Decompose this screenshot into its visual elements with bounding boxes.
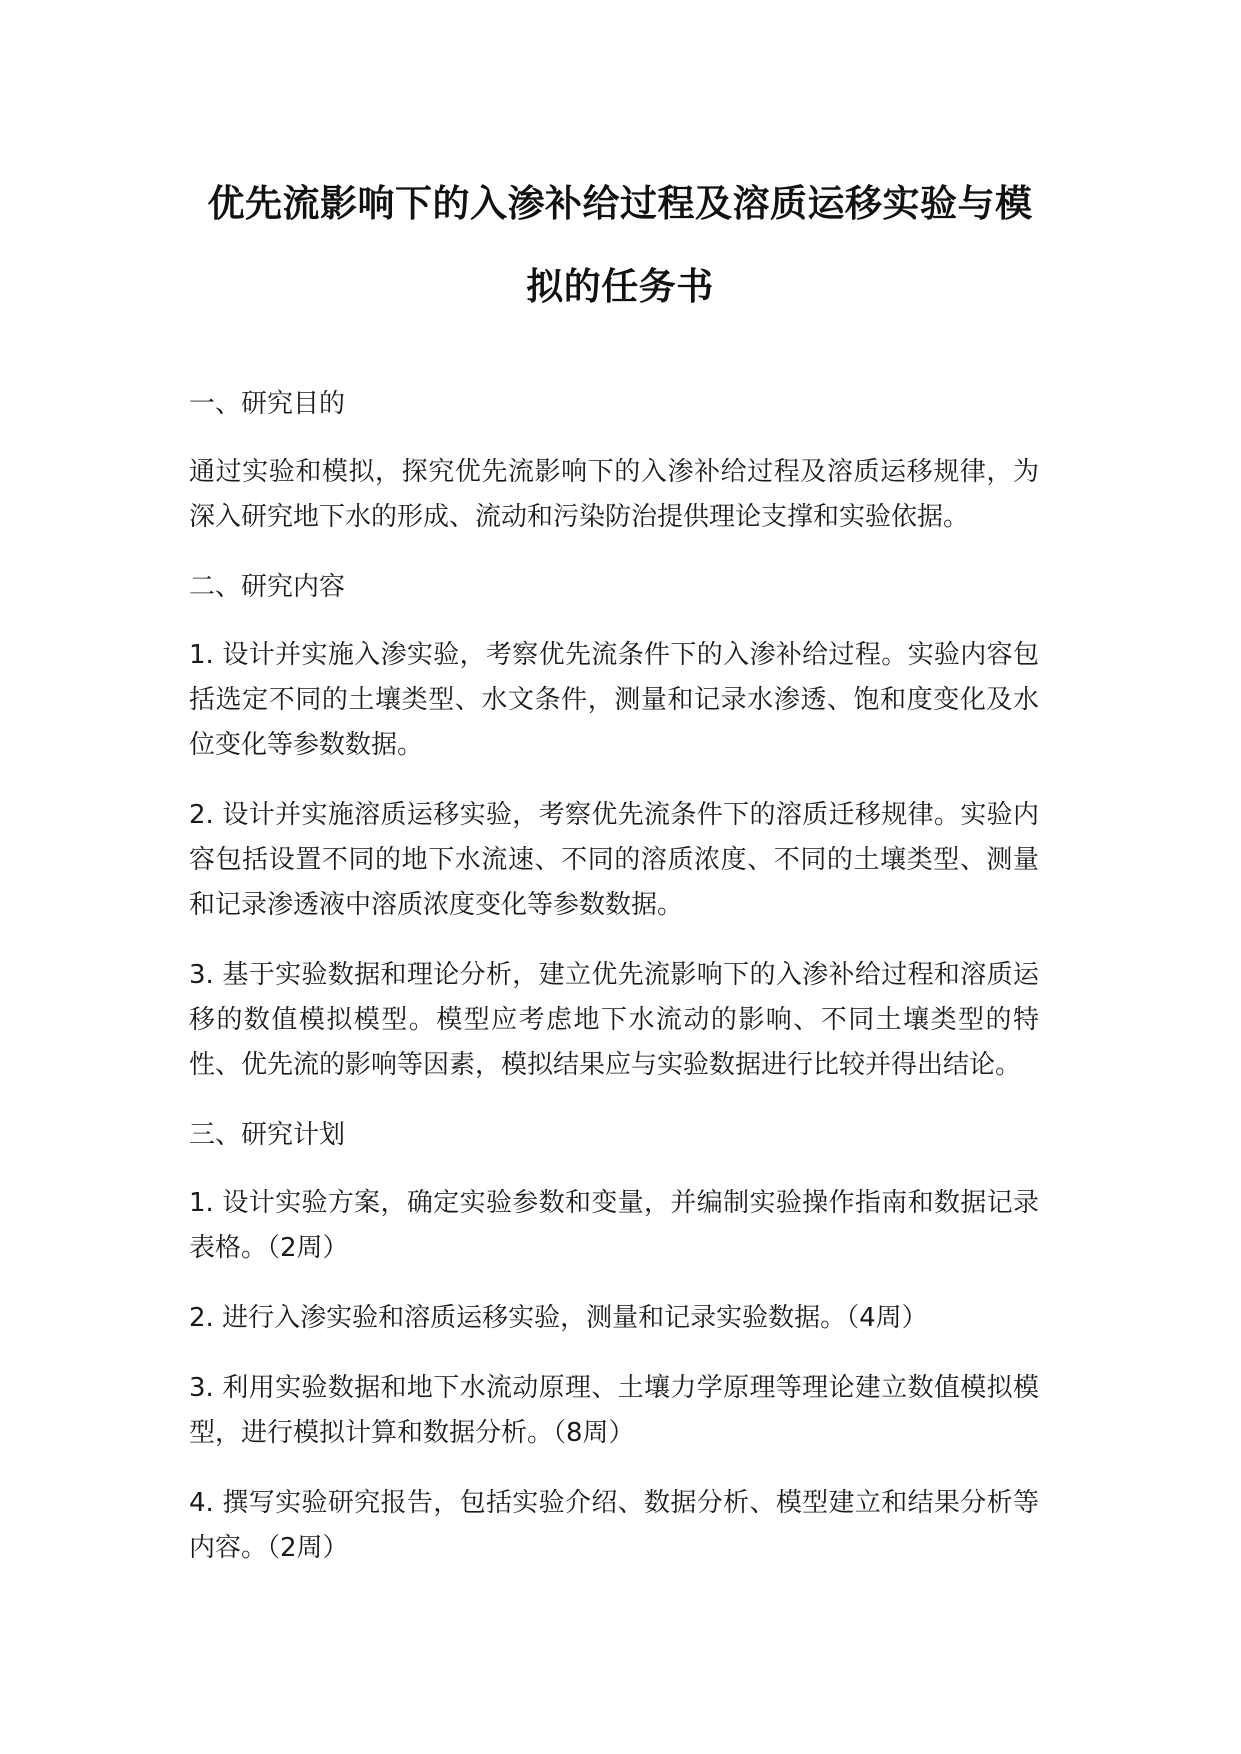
paragraph: 2. 设计并实施溶质运移实验，考察优先流条件下的溶质迁移规律。实验内容包括设置不同的地下水流速、不同的溶质浓度、不同的土壤类型、测量和记录渗透液中溶质浓度变化等参数数据。 (189, 800, 1039, 920)
paragraph: 4. 撰写实验研究报告，包括实验介绍、数据分析、模型建立和结果分析等内容。（2周） (189, 1488, 1039, 1563)
paragraph: 3. 利用实验数据和地下水流动原理、土壤力学原理等理论建立数值模拟模型，进行模拟计算和数据分析。（8周） (189, 1373, 1039, 1448)
section-heading-content: 二、研究内容 (189, 572, 346, 602)
document-title-line-2: 拟的任务书 (526, 265, 714, 308)
paragraph: 通过实验和模拟，探究优先流影响下的入渗补给过程及溶质运移规律，为深入研究地下水的形成、流动和污染防治提供理论支撑和实验依据。 (189, 457, 1039, 532)
paragraph: 2. 进行入渗实验和溶质运移实验，测量和记录实验数据。（4周） (189, 1303, 928, 1333)
document-title-line-1: 优先流影响下的入渗补给过程及溶质运移实验与模 (207, 182, 1033, 225)
section-heading-purpose: 一、研究目的 (189, 389, 346, 419)
paragraph: 3. 基于实验数据和理论分析，建立优先流影响下的入渗补给过程和溶质运移的数值模拟模型。模型应考虑地下水流动的影响、不同土壤类型的特性、优先流的影响等因素，模拟结果应与实验数据进行比较并得出结论。 (189, 960, 1039, 1080)
paragraph: 1. 设计并实施入渗实验，考察优先流条件下的入渗补给过程。实验内容包括选定不同的土壤类型、水文条件，测量和记录水渗透、饱和度变化及水位变化等参数数据。 (189, 640, 1039, 760)
document-body (189, 382, 1039, 1596)
paragraph: 1. 设计实验方案，确定实验参数和变量，并编制实验操作指南和数据记录表格。（2周） (189, 1188, 1039, 1263)
section-heading-plan: 三、研究计划 (189, 1120, 346, 1150)
